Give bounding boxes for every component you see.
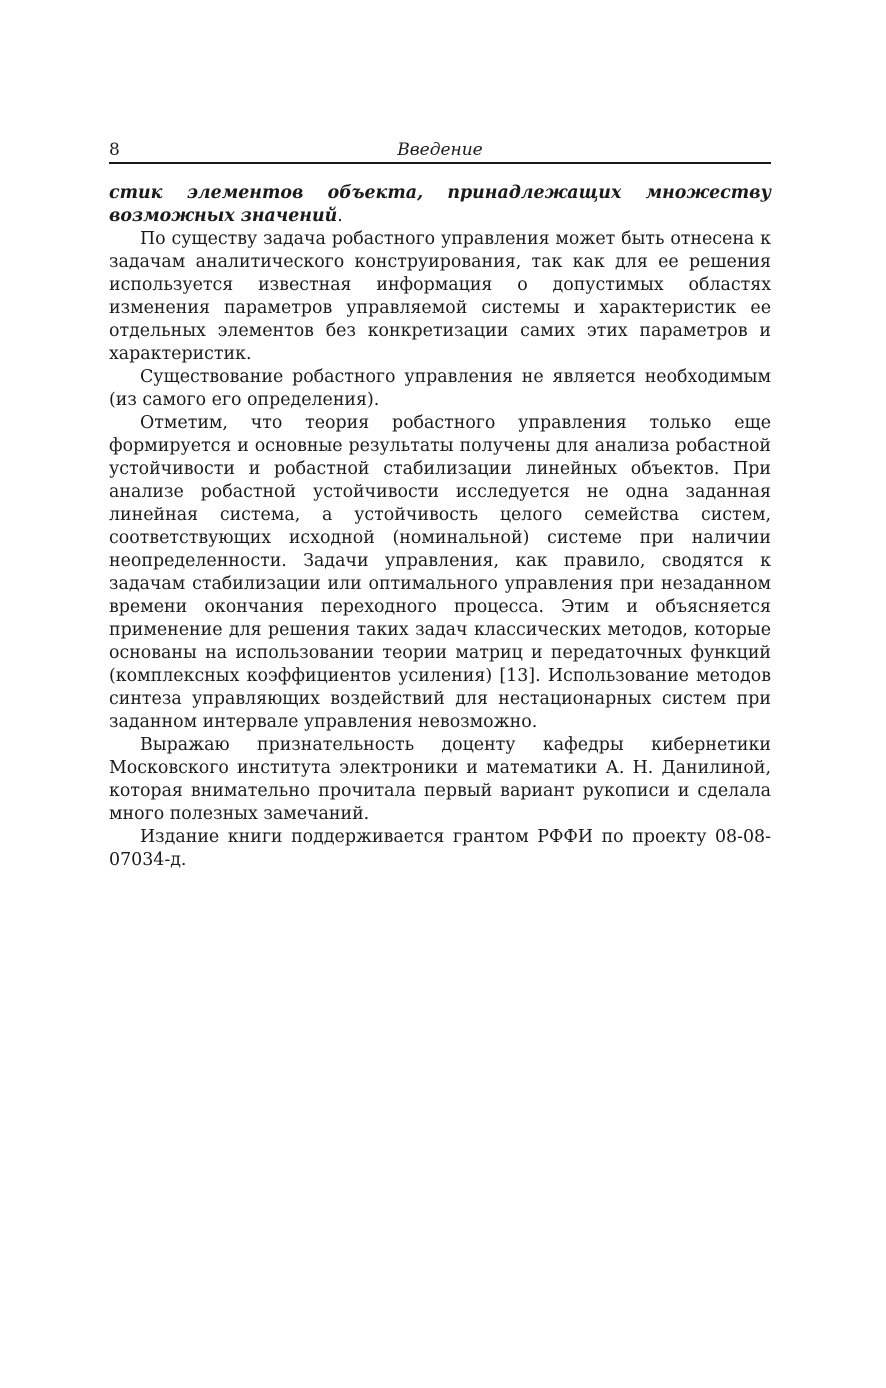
emphasized-definition-end: стик элементов объекта, принадлежащих множеству возможных значений (109, 183, 771, 226)
paragraph-existence: Существование робастного управления не является необходимым (из самого его определения). (109, 367, 771, 410)
paragraph-continuation (109, 182, 771, 228)
running-header (109, 138, 771, 164)
body-text (109, 182, 771, 872)
paragraph-acknowledgement: Выражаю признательность доценту кафедры кибернетики Московского института электроники и математики А. Н. Данилиной, которая внимательно прочитала первый вариант рукописи и сделала много полезных замечаний. (109, 735, 771, 824)
paragraph-grant: Издание книги поддерживается грантом РФФИ по проекту 08-08-07034-д. (109, 827, 771, 870)
chapter-title: Введение (397, 140, 483, 160)
paragraph-analytical-design: По существу задача робастного управления может быть отнесена к задачам аналитического конструирования, так как для ее решения используется известная информация о допустимых областях изменения параметров управляемой системы и характеристик ее отдельных элементов без конкретизации самих этих параметров и характеристик. (109, 229, 771, 364)
book-page (109, 138, 771, 872)
definition-tail: . (337, 206, 343, 226)
page-number: 8 (109, 140, 120, 160)
paragraph-robust-theory: Отметим, что теория робастного управления только еще формируется и основные результаты получены для анализа робастной устойчивости и робастной стабилизации линейных объектов. При анализе робастной устойчивости исследуется не одна заданная линейная система, а устойчивость целого семейства систем, соответствующих исходной (номинальной) системе при наличии неопределенности. Задачи управления, как правило, сводятся к задачам стабилизации или оптимального управления при незаданном времени окончания переходного процесса. Этим и объясняется применение для решения таких задач классических методов, которые основаны на использовании теории матриц и передаточных функций (комплексных коэффициентов усиления) [13]. Использование методов синтеза управляющих воздействий для нестационарных систем при заданном интервале управления невозможно. (109, 413, 771, 732)
